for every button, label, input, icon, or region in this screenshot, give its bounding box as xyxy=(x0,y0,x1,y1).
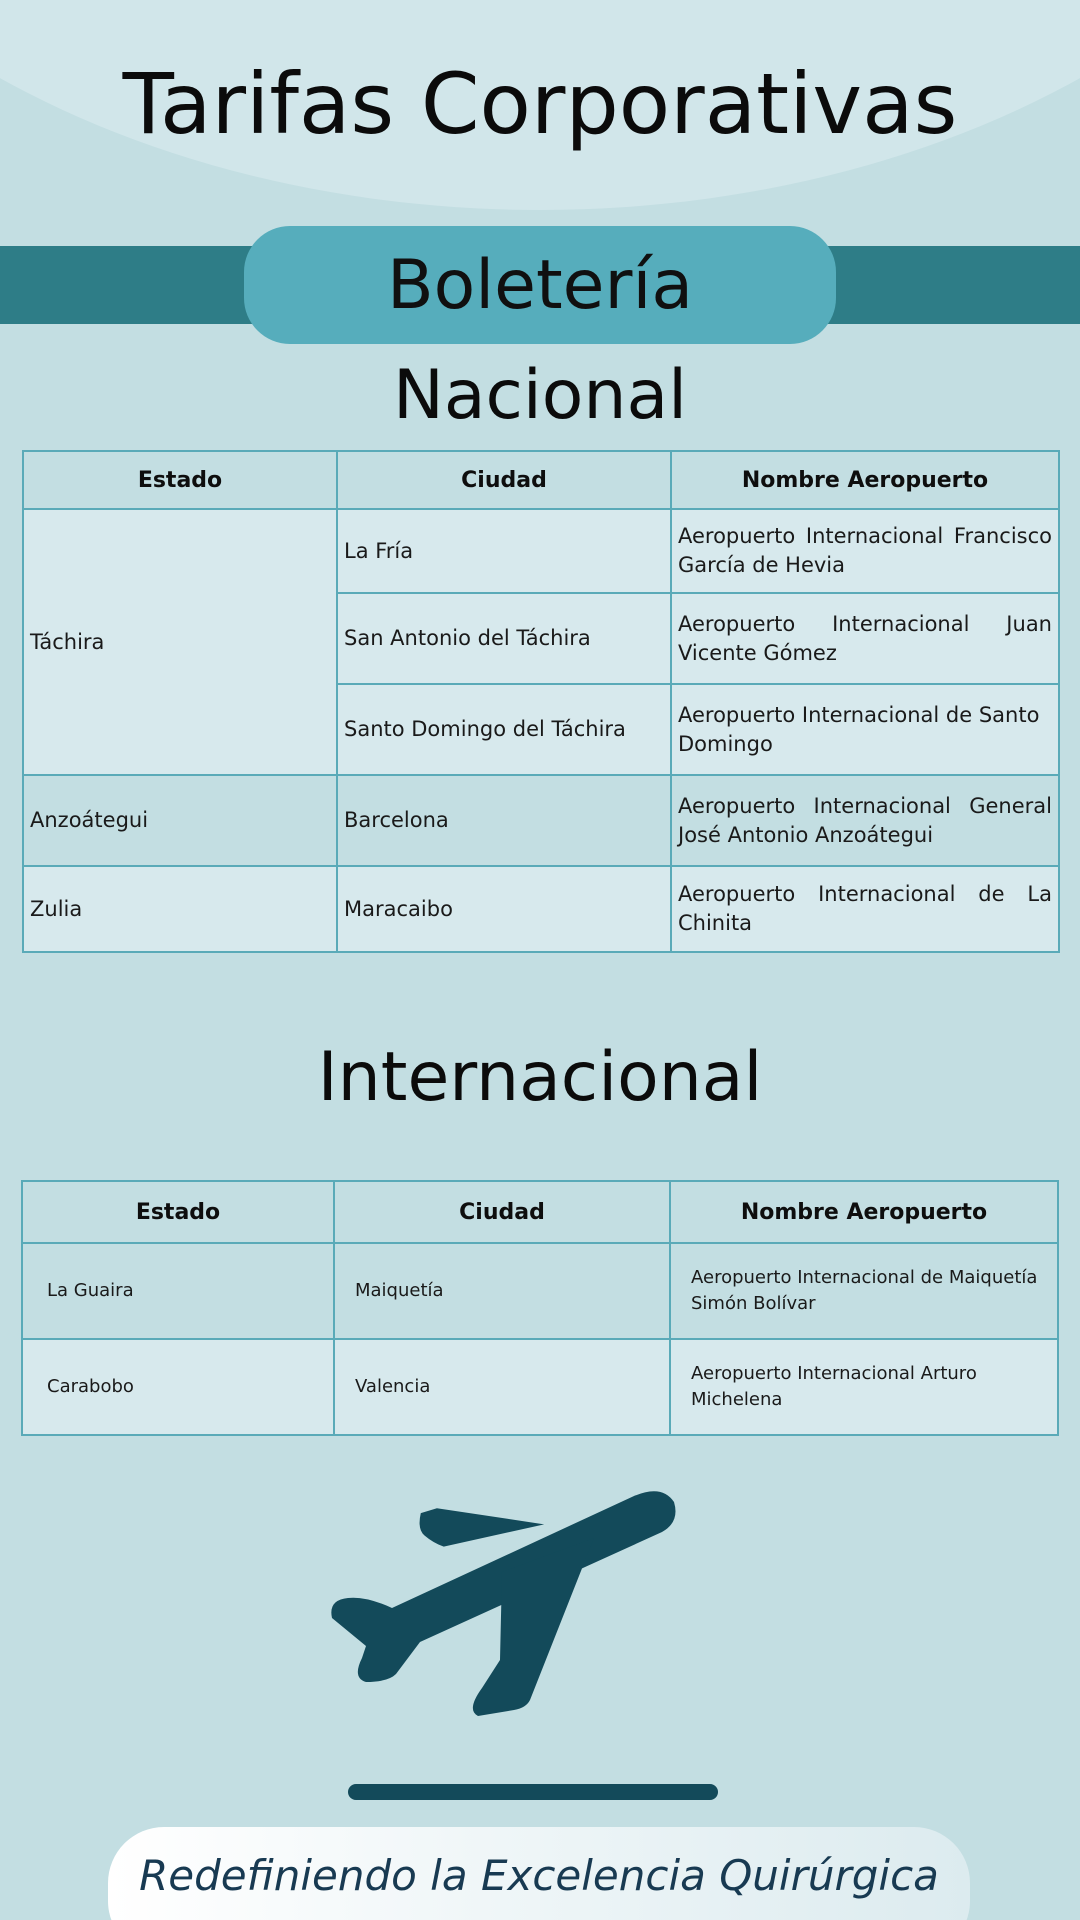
footer-tagline: Redefiniendo la Excelencia Quirúrgica xyxy=(139,1851,939,1900)
table-nacional xyxy=(22,450,1060,953)
table-header-row xyxy=(23,451,1059,509)
cell-estado: Carabobo xyxy=(22,1339,334,1435)
ground-line xyxy=(348,1784,718,1800)
table-row xyxy=(22,1243,1058,1339)
cell-ciudad: La Fría xyxy=(337,509,671,593)
section-title-internacional: Internacional xyxy=(317,1038,763,1117)
cell-estado: Anzoátegui xyxy=(23,775,337,866)
banner-label: Boletería xyxy=(387,245,693,325)
airplane-icon xyxy=(326,1482,706,1718)
section-title-nacional: Nacional xyxy=(392,356,688,435)
banner-pill xyxy=(244,226,836,344)
cell-estado: Zulia xyxy=(23,866,337,952)
header-estado: Estado xyxy=(23,451,337,509)
table-row xyxy=(22,1339,1058,1435)
table-row xyxy=(23,775,1059,866)
table-header-row xyxy=(22,1181,1058,1243)
footer-tagline-box xyxy=(108,1827,970,1920)
table-row xyxy=(23,509,1059,593)
header-aeropuerto: Nombre Aeropuerto xyxy=(671,451,1059,509)
cell-aeropuerto: Aeropuerto Internacional General José Antonio Anzoátegui xyxy=(671,775,1059,866)
page-title: Tarifas Corporativas xyxy=(122,55,958,153)
cell-ciudad: Maiquetía xyxy=(334,1243,670,1339)
header-aeropuerto: Nombre Aeropuerto xyxy=(670,1181,1058,1243)
table-internacional xyxy=(21,1180,1059,1436)
header-ciudad: Ciudad xyxy=(337,451,671,509)
cell-ciudad: Santo Domingo del Táchira xyxy=(337,684,671,775)
header-estado: Estado xyxy=(22,1181,334,1243)
cell-aeropuerto: Aeropuerto Internacional de La Chinita xyxy=(671,866,1059,952)
cell-ciudad: Barcelona xyxy=(337,775,671,866)
table-row xyxy=(23,866,1059,952)
cell-ciudad: Maracaibo xyxy=(337,866,671,952)
cell-aeropuerto: Aeropuerto Internacional de Maiquetía Simón Bolívar xyxy=(670,1243,1058,1339)
cell-aeropuerto: Aeropuerto Internacional de Santo Domingo xyxy=(671,684,1059,775)
cell-estado: La Guaira xyxy=(22,1243,334,1339)
header-ciudad: Ciudad xyxy=(334,1181,670,1243)
cell-aeropuerto: Aeropuerto Internacional Arturo Michelena xyxy=(670,1339,1058,1435)
cell-aeropuerto: Aeropuerto Internacional Francisco García de Hevia xyxy=(671,509,1059,593)
cell-ciudad: San Antonio del Táchira xyxy=(337,593,671,684)
cell-estado: Táchira xyxy=(23,509,337,775)
cell-aeropuerto: Aeropuerto Internacional Juan Vicente Gómez xyxy=(671,593,1059,684)
cell-ciudad: Valencia xyxy=(334,1339,670,1435)
